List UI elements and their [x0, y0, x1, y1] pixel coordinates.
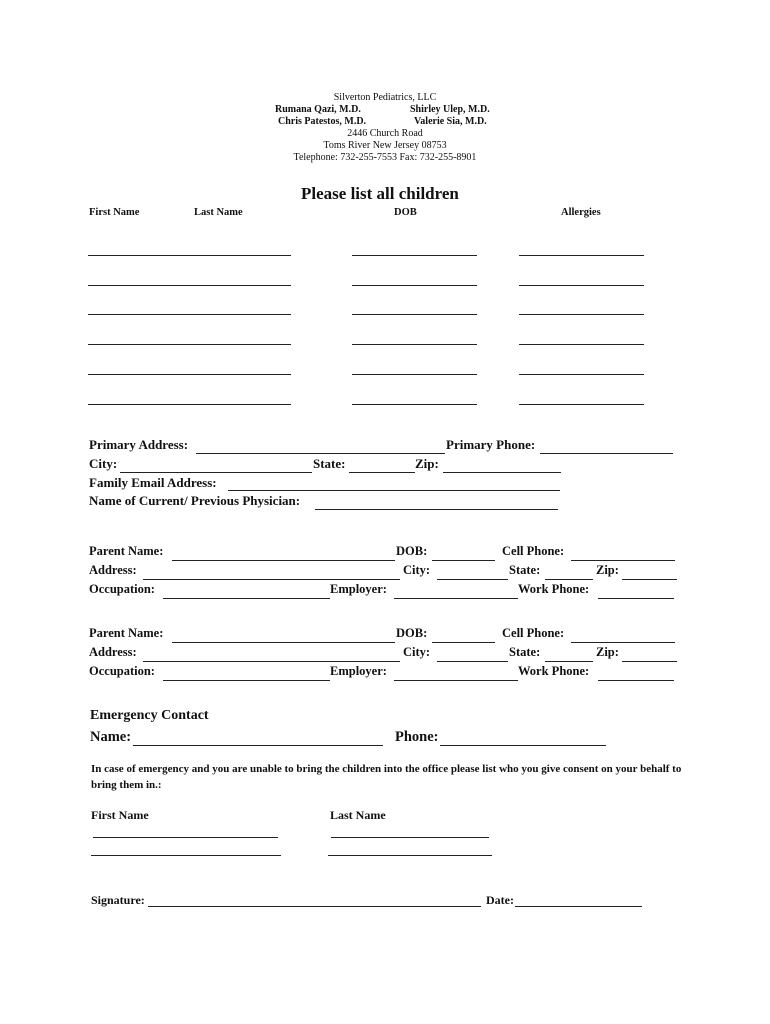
parent-dob-label: DOB: — [396, 544, 428, 558]
parent-city-line[interactable] — [437, 579, 508, 580]
child-allergies-line[interactable] — [519, 374, 644, 375]
parent-occupation-label: Occupation: — [89, 582, 155, 596]
child-name-line[interactable] — [88, 404, 291, 405]
child-name-line[interactable] — [88, 344, 291, 345]
emergency-phone-label: Phone: — [395, 729, 439, 745]
city-line[interactable] — [120, 472, 312, 473]
date-line[interactable] — [515, 906, 642, 907]
col-first-name: First Name — [89, 207, 140, 218]
parent-employer-line[interactable] — [394, 680, 518, 681]
parent-state-label: State: — [509, 563, 541, 577]
city-label: City: — [89, 456, 118, 471]
primary-phone-line[interactable] — [540, 453, 673, 454]
parent-zip-line[interactable] — [622, 661, 677, 662]
parent-state-line[interactable] — [545, 579, 593, 580]
col-allergies: Allergies — [561, 207, 601, 218]
child-allergies-line[interactable] — [519, 344, 644, 345]
parent-zip-label: Zip: — [596, 563, 619, 577]
consent-text: In case of emergency and you are unable to bring the children into the office please list who you give consent on your behalf to bring them in.: — [91, 763, 682, 791]
child-name-line[interactable] — [88, 255, 291, 256]
practice-street: 2446 Church Road — [347, 128, 423, 139]
doctor-name: Rumana Qazi, M.D. — [275, 104, 361, 115]
parent-employer-label: Employer: — [330, 582, 387, 596]
parent-address-label: Address: — [89, 645, 137, 659]
parent-state-label: State: — [509, 645, 541, 659]
consent-last-name-label: Last Name — [330, 808, 386, 822]
child-dob-line[interactable] — [352, 314, 477, 315]
parent-cell-line[interactable] — [571, 560, 675, 561]
family-email-label: Family Email Address: — [89, 475, 217, 490]
family-email-line[interactable] — [228, 490, 560, 491]
zip-line[interactable] — [443, 472, 561, 473]
parent-cell-line[interactable] — [571, 642, 675, 643]
parent-work-phone-line[interactable] — [598, 680, 674, 681]
practice-phone: Telephone: 732-255-7553 Fax: 732-255-8901 — [293, 152, 477, 163]
primary-address-label: Primary Address: — [89, 437, 189, 452]
consent-first-name-line[interactable] — [93, 837, 278, 838]
primary-address-line[interactable] — [196, 453, 445, 454]
child-name-line[interactable] — [88, 374, 291, 375]
parent-dob-line[interactable] — [432, 560, 495, 561]
child-allergies-line[interactable] — [519, 285, 644, 286]
parent-occupation-line[interactable] — [163, 680, 330, 681]
signature-line[interactable] — [148, 906, 481, 907]
consent-last-name-line[interactable] — [331, 837, 489, 838]
parent-city-label: City: — [403, 645, 431, 659]
child-dob-line[interactable] — [352, 404, 477, 405]
parent-name-line[interactable] — [172, 642, 395, 643]
col-dob: DOB — [394, 207, 417, 218]
parent-name-label: Parent Name: — [89, 626, 164, 640]
parent-cell-label: Cell Phone: — [502, 544, 565, 558]
child-name-line[interactable] — [88, 314, 291, 315]
parent-zip-line[interactable] — [622, 579, 677, 580]
date-label: Date: — [486, 893, 514, 907]
child-dob-line[interactable] — [352, 344, 477, 345]
child-name-line[interactable] — [88, 285, 291, 286]
primary-phone-label: Primary Phone: — [446, 437, 536, 452]
state-line[interactable] — [349, 472, 415, 473]
state-label: State: — [313, 456, 346, 471]
doctor-name: Chris Patestos, M.D. — [278, 116, 367, 127]
practice-name: Silverton Pediatrics, LLC — [333, 92, 437, 103]
parent-address-line[interactable] — [143, 579, 400, 580]
parent-name-line[interactable] — [172, 560, 395, 561]
parent-employer-label: Employer: — [330, 664, 387, 678]
parent-occupation-line[interactable] — [163, 598, 330, 599]
parent-state-line[interactable] — [545, 661, 593, 662]
child-dob-line[interactable] — [352, 374, 477, 375]
parent-employer-line[interactable] — [394, 598, 518, 599]
emergency-heading: Emergency Contact — [90, 708, 209, 723]
parent-work-phone-line[interactable] — [598, 598, 674, 599]
parent-zip-label: Zip: — [596, 645, 619, 659]
emergency-phone-line[interactable] — [440, 745, 606, 746]
child-dob-line[interactable] — [352, 255, 477, 256]
parent-work-phone-label: Work Phone: — [518, 582, 590, 596]
doctor-name: Valerie Sia, M.D. — [414, 116, 487, 127]
parent-name-label: Parent Name: — [89, 544, 164, 558]
parent-cell-label: Cell Phone: — [502, 626, 565, 640]
parent-work-phone-label: Work Phone: — [518, 664, 590, 678]
child-allergies-line[interactable] — [519, 404, 644, 405]
parent-occupation-label: Occupation: — [89, 664, 155, 678]
physician-label: Name of Current/ Previous Physician: — [89, 493, 301, 508]
child-allergies-line[interactable] — [519, 314, 644, 315]
parent-city-line[interactable] — [437, 661, 508, 662]
practice-city: Toms River New Jersey 08753 — [323, 140, 447, 151]
consent-last-name-line[interactable] — [328, 855, 492, 856]
parent-dob-line[interactable] — [432, 642, 495, 643]
col-last-name: Last Name — [194, 207, 243, 218]
signature-label: Signature: — [91, 893, 145, 907]
emergency-name-line[interactable] — [133, 745, 383, 746]
zip-label: Zip: — [415, 456, 439, 471]
parent-address-label: Address: — [89, 563, 137, 577]
parent-address-line[interactable] — [143, 661, 400, 662]
children-title: Please list all children — [301, 184, 459, 203]
doctor-name: Shirley Ulep, M.D. — [410, 104, 490, 115]
parent-dob-label: DOB: — [396, 626, 428, 640]
child-dob-line[interactable] — [352, 285, 477, 286]
consent-first-name-line[interactable] — [91, 855, 281, 856]
emergency-name-label: Name: — [90, 729, 132, 745]
consent-first-name-label: First Name — [91, 808, 149, 822]
parent-city-label: City: — [403, 563, 431, 577]
child-allergies-line[interactable] — [519, 255, 644, 256]
physician-line[interactable] — [315, 509, 558, 510]
